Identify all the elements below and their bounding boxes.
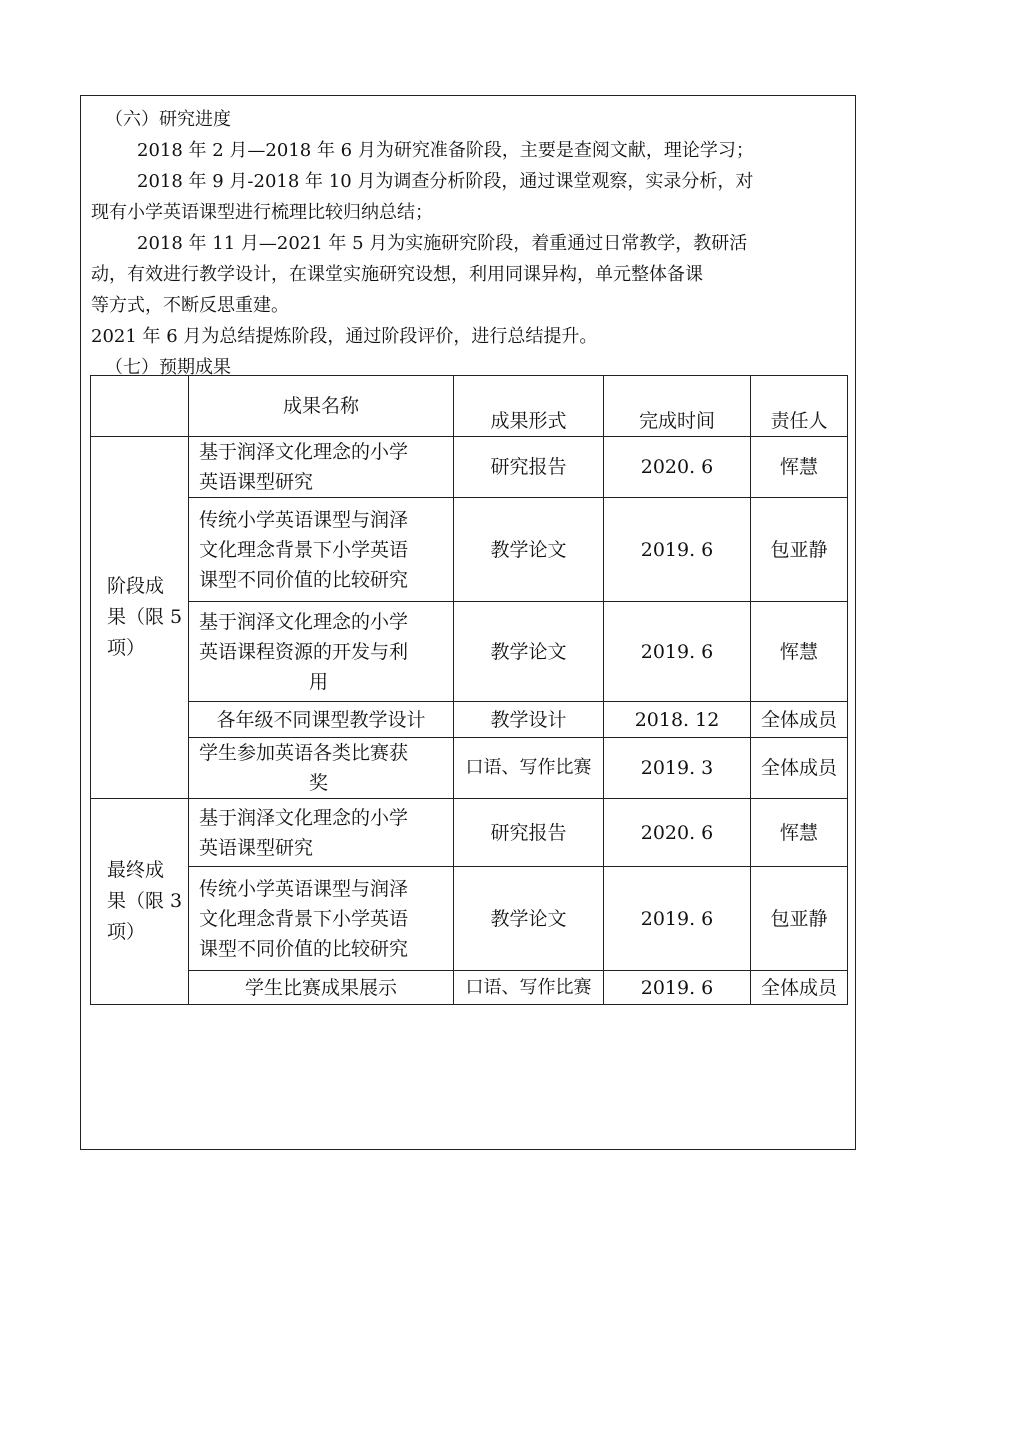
outcome-name-line: 英语课型研究 xyxy=(199,471,314,493)
outcome-owner-cell: 包亚静 xyxy=(751,498,848,602)
outcome-owner-cell: 包亚静 xyxy=(751,867,848,971)
stage-outcomes xyxy=(91,437,848,799)
outcome-name-line: 课型不同价值的比较研究 xyxy=(199,568,409,591)
table-row xyxy=(91,738,848,799)
outcome-time-cell: 2019. 6 xyxy=(604,971,751,1005)
outcome-time-cell: 2019. 3 xyxy=(604,738,751,799)
outcome-owner-cell: 恽慧 xyxy=(751,602,848,702)
outcome-time-cell: 2018. 12 xyxy=(604,702,751,738)
outcome-name-line: 文化理念背景下小学英语 xyxy=(199,907,409,930)
outcome-form-cell: 口语、写作比赛 xyxy=(454,738,604,799)
section7-heading: （七）预期成果 xyxy=(105,357,231,378)
header-time: 完成时间 xyxy=(604,406,751,437)
table-row xyxy=(91,602,848,702)
table-row xyxy=(91,971,848,1005)
outcome-owner-cell: 恽慧 xyxy=(751,799,848,867)
outcome-form-cell: 教学论文 xyxy=(454,602,604,702)
outcome-form-cell: 研究报告 xyxy=(454,437,604,498)
final-outcomes xyxy=(91,799,848,1005)
outcome-form-cell: 研究报告 xyxy=(454,799,604,867)
outcome-name-line: 基于润泽文化理念的小学 xyxy=(199,610,409,633)
stage-category-cell xyxy=(91,437,189,799)
category-line: 最终成 xyxy=(107,859,165,881)
progress-line-2: 2018 年 9 月-2018 年 10 月为调查分析阶段，通过课堂观察，实录分析，对 xyxy=(137,171,754,192)
outcome-name-line: 文化理念背景下小学英语 xyxy=(199,538,409,561)
category-line: 项） xyxy=(107,637,146,659)
outcome-name-cell xyxy=(189,867,454,971)
outcome-name-line: 各年级不同课型教学设计 xyxy=(216,708,426,731)
header-name: 成果名称 xyxy=(189,376,454,437)
outcome-name-line: 奖 xyxy=(309,772,329,794)
outcome-name-line: 英语课型研究 xyxy=(199,836,314,859)
category-line: 果（限 5 xyxy=(107,606,183,628)
outcome-owner-cell: 全体成员 xyxy=(751,738,848,799)
outcome-owner-cell: 全体成员 xyxy=(751,702,848,738)
outcome-name-line: 英语课程资源的开发与利 xyxy=(199,640,409,663)
section6-heading: （六）研究进度 xyxy=(105,109,231,130)
header-owner: 责任人 xyxy=(751,406,848,437)
outcome-time-cell: 2019. 6 xyxy=(604,498,751,602)
progress-line-4: 2018 年 11 月—2021 年 5 月为实施研究阶段，着重通过日常教学，教研活 xyxy=(137,233,748,254)
table-row xyxy=(91,702,848,738)
outcome-name-line: 基于润泽文化理念的小学 xyxy=(199,441,409,463)
outcome-name-cell xyxy=(189,602,454,702)
category-line: 阶段成 xyxy=(107,575,165,597)
outcome-owner-cell: 全体成员 xyxy=(751,971,848,1005)
progress-line-6: 等方式，不断反思重建。 xyxy=(91,295,289,316)
final-category-cell xyxy=(91,799,189,1005)
outcome-name-line: 学生比赛成果展示 xyxy=(244,976,397,999)
outcome-name-cell xyxy=(189,738,454,799)
outcome-name-line: 用 xyxy=(309,670,329,693)
outcome-name-cell xyxy=(189,799,454,867)
outcome-form-cell: 教学论文 xyxy=(454,867,604,971)
outcome-time-cell: 2020. 6 xyxy=(604,437,751,498)
text-block xyxy=(91,104,857,383)
outcomes-table xyxy=(90,375,848,1005)
outcome-name-line: 学生参加英语各类比赛获 xyxy=(199,742,409,764)
table-row xyxy=(91,498,848,602)
outcome-name-cell xyxy=(189,498,454,602)
outcome-owner-cell: 恽慧 xyxy=(751,437,848,498)
category-line: 项） xyxy=(107,921,146,943)
outcome-time-cell: 2019. 6 xyxy=(604,602,751,702)
outcome-name-line: 传统小学英语课型与润泽 xyxy=(199,877,409,900)
progress-line-7: 2021 年 6 月为总结提炼阶段，通过阶段评价，进行总结提升。 xyxy=(91,326,598,347)
outcome-form-cell: 教学设计 xyxy=(454,702,604,738)
category-line: 果（限 3 xyxy=(107,890,183,912)
progress-line-3: 现有小学英语课型进行梳理比较归纳总结； xyxy=(91,202,433,223)
outcome-name-cell xyxy=(189,437,454,498)
outcomes-table-wrap xyxy=(90,375,847,1005)
progress-line-5: 动，有效进行教学设计，在课堂实施研究设想，利用同课异构，单元整体备课 xyxy=(91,264,703,285)
table-row xyxy=(91,437,848,498)
outcome-name-line: 传统小学英语课型与润泽 xyxy=(199,508,409,531)
table-row xyxy=(91,867,848,971)
header-form: 成果形式 xyxy=(454,406,604,437)
outcome-name-line: 课型不同价值的比较研究 xyxy=(199,937,409,960)
outcome-form-cell: 口语、写作比赛 xyxy=(454,971,604,1005)
outcome-time-cell: 2019. 6 xyxy=(604,867,751,971)
outcome-name-cell xyxy=(189,971,454,1005)
header-spacer-row xyxy=(91,376,848,407)
outcome-time-cell: 2020. 6 xyxy=(604,799,751,867)
outcome-name-line: 基于润泽文化理念的小学 xyxy=(199,806,409,829)
outcome-name-cell xyxy=(189,702,454,738)
table-row xyxy=(91,799,848,867)
progress-line-1: 2018 年 2 月—2018 年 6 月为研究准备阶段，主要是查阅文献，理论学习； xyxy=(137,140,754,161)
outcome-form-cell: 教学论文 xyxy=(454,498,604,602)
